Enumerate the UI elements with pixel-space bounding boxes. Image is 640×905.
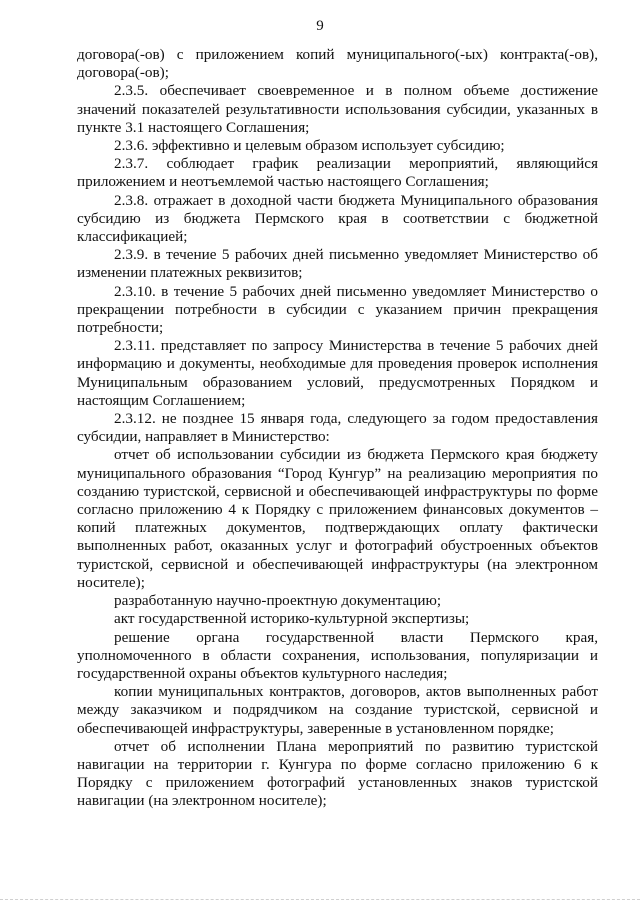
paragraph: копии муниципальных контрактов, договоров, актов выполненных работ между заказчиком и подрядчиком на создание туристской, сервисной и обеспечивающей инфраструктуры, заверенные в установленном порядке; xyxy=(77,683,598,737)
paragraph: отчет об использовании субсидии из бюджета Пермского края бюджету муниципального образования “Город Кунгур” на реализацию мероприятия по созданию туристской, сервисной и обеспечивающей инфраструктуры по форме согласно приложению 4 к Порядку с приложением финансовых документов – копий платежных документов, подтверждающих оплату фактически выполненных работ, оказанных услуг и фотографий обустроенных объектов туристской, сервисной и обеспечивающей инфраструктуры (на электронном носителе); xyxy=(77,446,598,591)
paragraph: 2.3.7. соблюдает график реализации мероприятий, являющийся приложением и неотъемлемой частью настоящего Соглашения; xyxy=(77,155,598,191)
paragraph: 2.3.5. обеспечивает своевременное и в полном объеме достижение значений показателей результативности использования субсидии, указанных в пункте 3.1 настоящего Соглашения; xyxy=(77,82,598,136)
page-bottom-edge xyxy=(0,899,640,901)
paragraph: решение органа государственной власти Пермского края, уполномоченного в области сохранения, использования, популяризации и государственной охраны объектов культурного наследия; xyxy=(77,628,598,682)
document-body xyxy=(77,46,598,811)
paragraph: 2.3.11. представляет по запросу Министерства в течение 5 рабочих дней информацию и документы, необходимые для проведения проверок исполнения Муниципальным образованием условий, предусмотренных Порядком и настоящим Соглашением; xyxy=(77,337,598,409)
paragraph: отчет об исполнении Плана мероприятий по развитию туристской навигации на территории г. Кунгура по форме согласно приложению 6 к Порядку с приложением фотографий установленных знаков туристской навигации (на электронном носителе); xyxy=(77,737,598,810)
page-number: 9 xyxy=(316,18,324,34)
paragraph: разработанную научно-проектную документацию; xyxy=(114,592,442,610)
paragraph: 2.3.10. в течение 5 рабочих дней письменно уведомляет Министерство о прекращении потребности в субсидии с указанием причин прекращения потребности; xyxy=(77,282,598,337)
paragraph: договора(-ов) с приложением копий муниципального(-ых) контракта(-ов), договора(-ов); xyxy=(77,46,598,82)
paragraph: акт государственной историко-культурной экспертизы; xyxy=(114,610,470,628)
paragraph: 2.3.9. в течение 5 рабочих дней письменно уведомляет Министерство об изменении платежных реквизитов; xyxy=(77,246,598,282)
paragraph: 2.3.8. отражает в доходной части бюджета Муниципального образования субсидию из бюджета Пермского края в соответствии с бюджетной классификацией; xyxy=(77,191,598,246)
paragraph: 2.3.12. не позднее 15 января года, следующего за годом предоставления субсидии, направляет в Министерство: xyxy=(77,410,598,446)
paragraph: 2.3.6. эффективно и целевым образом использует субсидию; xyxy=(114,137,505,155)
